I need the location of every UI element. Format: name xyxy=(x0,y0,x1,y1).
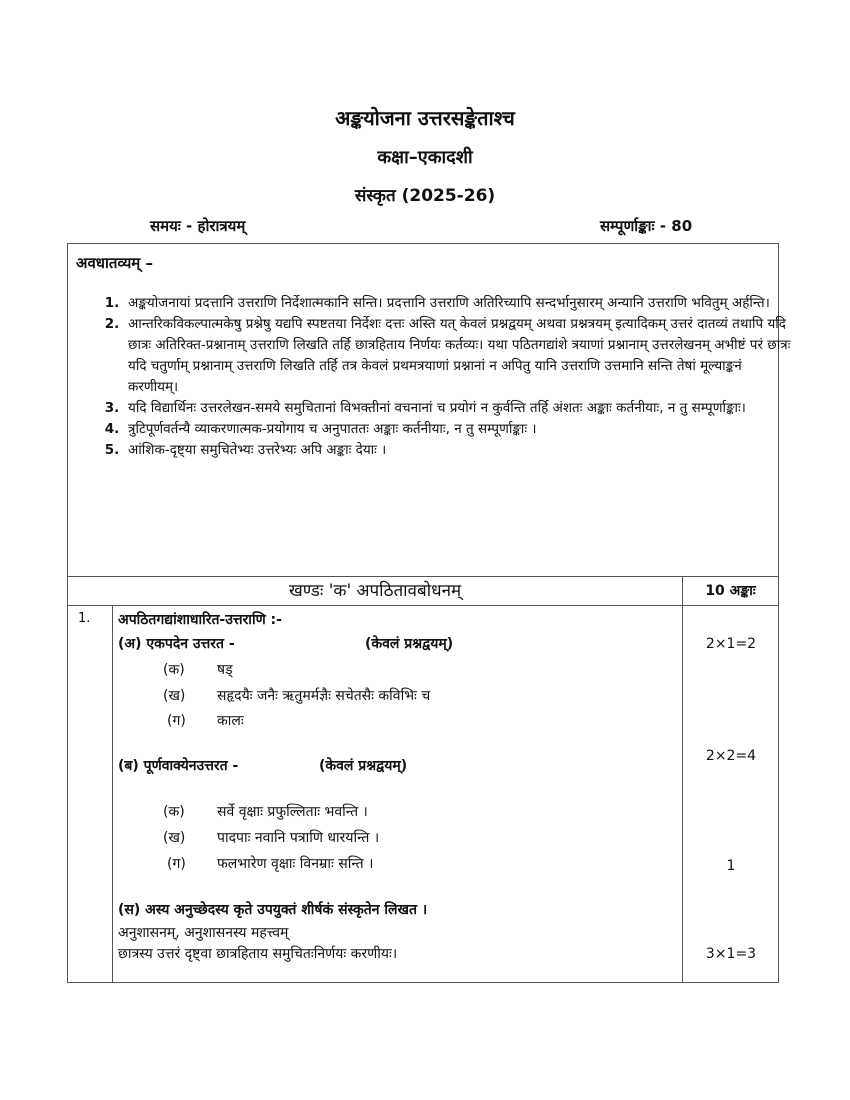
answer-text: कालः xyxy=(217,713,244,729)
total-marks-label: सम्पूर्णाङ्काः - 80 xyxy=(600,217,693,235)
answer-text: पादपाः नवानि पत्राणि धारयन्ति । xyxy=(217,830,380,846)
answer-text: षड् xyxy=(217,662,233,678)
part-b-extra-mark: 1 xyxy=(726,858,736,874)
answer-key: (क) xyxy=(163,662,185,678)
part-a-marks: 2×1=2 xyxy=(705,636,757,652)
section-header-row xyxy=(68,577,779,606)
part-c-answer: अनुशासनम्, अनुशासनस्य महत्त्वम् xyxy=(118,925,289,941)
answer-key: (ख) xyxy=(163,688,186,704)
answer-key: (ख) xyxy=(163,830,186,846)
part-a-note: (केवलं प्रश्नद्वयम्) xyxy=(365,636,454,652)
section-title: खण्डः 'क' अपठितावबोधनम् xyxy=(68,577,683,606)
answer-key: (ग) xyxy=(167,713,186,729)
part-b-label: (ब) पूर्णवाक्येनउत्तरत - xyxy=(118,758,239,774)
answer-cell xyxy=(113,606,683,983)
part-c-marks: 3×1=3 xyxy=(705,946,757,962)
section-table xyxy=(67,576,779,983)
question-title: अपठितगद्यांशाधारित-उत्तराणि :- xyxy=(118,612,282,628)
subject-heading: संस्कृत (2025-26) xyxy=(354,186,496,206)
instruction-item: 5. आंशिक-दृष्ट्या समुचितेभ्यः उत्तरेभ्यः अपि अङ्काः देयाः । xyxy=(124,440,792,461)
part-b-note: (केवलं प्रश्नद्वयम्) xyxy=(319,758,408,774)
instructions-title: अवधातव्यम् – xyxy=(76,254,153,272)
answer-text: सहृदयैः जनैः ऋतुमर्मज्ञैः सचेतसैः कविभिः च xyxy=(217,688,431,704)
question-number: 1. xyxy=(78,611,91,626)
time-label: समयः - होरात्रयम् xyxy=(150,217,246,235)
instruction-item: 3. यदि विद्यार्थिनः उत्तरलेखन-समये समुचितानां विभक्तीनां वचनानां च प्रयोगं न कुर्वन्ति तर्हि अंशतः अङ्काः कर्तनीयाः, न तु सम्पूर्णाङ्काः। xyxy=(124,398,792,419)
answer-key: (ग) xyxy=(167,856,186,872)
document-title: अङ्कयोजना उत्तरसङ्केताश्च xyxy=(335,106,515,130)
instruction-item: 1. अङ्कयोजनायां प्रदत्तानि उत्तराणि निर्देशात्मकानि सन्ति। प्रदत्तानि उत्तराणि अतिरिच्यापि सन्दर्भानुसारम् अन्यानि उत्तराणि भवितुम् अर्हन्ति। xyxy=(124,293,792,314)
question-number-cell xyxy=(68,606,113,983)
answer-text: सर्वे वृक्षाः प्रफुल्लिताः भवन्ति । xyxy=(217,804,368,820)
part-a-label: (अ) एकपदेन उत्तरत - xyxy=(118,636,235,652)
class-heading: कक्षा–एकादशी xyxy=(377,147,473,168)
instructions-box xyxy=(67,243,791,577)
instruction-item: 2. आन्तरिकविकल्पात्मकेषु प्रश्नेषु यद्यपि स्पष्टतया निर्देशः दत्तः अस्ति यत् केवलं प्रश्नद्वयम् अथवा प्रश्नत्रयम् इत्यादिकम् उत्तरं दातव्यं तथापि यदि छात्रः अतिरिक्त-प्रश्नानाम् उत्तराणि लिखति तर्हि छात्रहिताय निर्णयः कर्तव्यः। यथा पठितगद्यांशे त्रयाणां प्रश्नानाम् उत्तरलेखनम् अभीष्टं परं छात्रः यदि चतुर्णाम् प्रश्नानाम् उत्तराणि लिखति तर्हि तत्र केवलं प्रथमत्रयाणां प्रश्नानां न अपितु यानि उत्तराणि उत्तमानि सन्ति तेषां मूल्याङ्कनं करणीयम्। xyxy=(124,314,792,398)
part-c-instruction: छात्रस्य उत्तरं दृष्ट्वा छात्रहिताय समुचितःनिर्णयः करणीयः। xyxy=(118,946,398,962)
instruction-item: 4. त्रुटिपूर्णवर्तन्यै व्याकरणात्मक-प्रयोगाय च अनुपाततः अङ्काः कर्तनीयाः, न तु सम्पूर्णाङ्काः । xyxy=(124,419,792,440)
section-marks: 10 अङ्काः xyxy=(683,577,779,606)
instructions-list xyxy=(102,293,792,461)
marks-cell xyxy=(683,606,779,983)
answer-key: (क) xyxy=(163,804,185,820)
part-c-label: (स) अस्य अनुच्छेदस्य कृते उपयुक्तं शीर्षकं संस्कृतेन लिखत । xyxy=(118,902,428,918)
part-b-marks: 2×2=4 xyxy=(705,748,757,764)
question-row xyxy=(68,606,779,983)
answer-text: फलभारेण वृक्षाः विनम्राः सन्ति । xyxy=(217,856,374,872)
